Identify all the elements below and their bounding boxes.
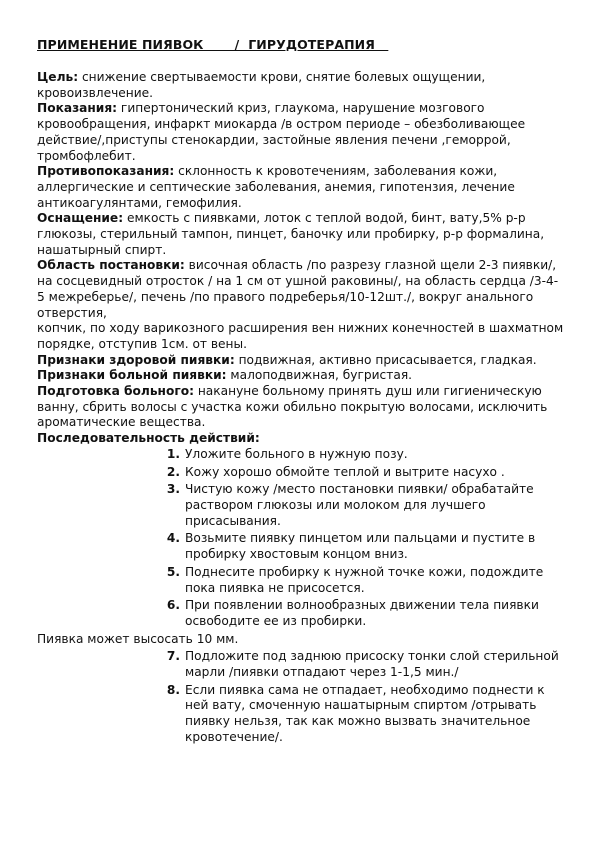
- step-text: Возьмите пиявку пинцетом или пальцами и пустите в пробирку хвостовым концом вниз.: [185, 531, 536, 562]
- section-label: Противопоказания:: [37, 164, 175, 179]
- section-text: склонность к кровотечениям, заболевания кожи, аллергические и септические заболевания, анемия, гипотензия, лечение антикоагулянтами, гемофилия.: [37, 164, 515, 210]
- section-paragraph: [37, 353, 565, 369]
- section-paragraph: [37, 211, 565, 258]
- step-text: Чистую кожу /место постановки пиявки/ обрабатайте раствором глюкозы или молоком для лучшего присасывания.: [185, 482, 534, 528]
- step-item: [37, 565, 565, 596]
- step-number: 6.: [166, 598, 180, 613]
- section-paragraph: [37, 164, 565, 211]
- steps-heading: Последовательность действий:: [37, 431, 260, 446]
- step-number: 3.: [166, 482, 180, 497]
- section-paragraph: [37, 384, 565, 431]
- section-text: накануне больному принять душ или гигиеническую ванну, сбрить волосы с участка кожи обильно покрытую волосами, исключить ароматические вещества.: [37, 384, 548, 430]
- section-paragraph: [37, 368, 565, 384]
- section-label: Показания:: [37, 101, 118, 116]
- step-item: [37, 598, 565, 629]
- step-number: 5.: [166, 564, 180, 579]
- sections-container: [37, 70, 565, 431]
- step-number: 8.: [166, 682, 180, 697]
- step-text: Уложите больного в нужную позу.: [185, 446, 408, 461]
- step-number: 2.: [166, 464, 180, 479]
- step-text: Поднесите пробирку к нужной точке кожи, подождите пока пиявка не присосется.: [185, 564, 544, 595]
- step-item: [37, 482, 565, 529]
- step-text: Подложите под заднюю присоску тонки слой стерильной марли /пиявки отпадают через 1-1,5 мин./: [185, 649, 559, 680]
- section-text: гипертонический криз, глаукома, нарушение мозгового кровообращения, инфаркт миокарда /в остром периоде – обезболивающее действие/,приступы стенокардии, застойные явления печени ,геморрой, тромбофлебит.: [37, 101, 526, 163]
- step-item: [37, 447, 565, 463]
- step-item: [37, 465, 565, 481]
- step-text: Если пиявка сама не отпадает, необходимо поднести к ней вату, смоченную нашатырным спиртом /отрывать пиявку нельзя, так как можно вызвать значительное кровотечение/.: [185, 682, 545, 744]
- section-label: Цель:: [37, 70, 79, 84]
- section-text: височная область /по разрезу глазной щели 2-3 пиявки/, на сосцевидный отросток / на 1 см от ушной раковины/, на область сердца /3-4-5 межреберье/, печень /по правого подреберья/10-12шт./, вокруг анального отверстия, копчик, по ходу варикозного расширения вен нижних конечностей в шахматном порядке, отступив 1см. от вены.: [37, 258, 564, 351]
- step-item: [37, 683, 565, 746]
- section-label: Область постановки:: [37, 258, 185, 273]
- document-body: [37, 70, 565, 748]
- step-text: Кожу хорошо обмойте теплой и вытрите насухо .: [185, 464, 505, 479]
- section-label: Признаки здоровой пиявки:: [37, 352, 235, 367]
- section-label: Оснащение:: [37, 211, 124, 226]
- document-title: ПРИМЕНЕНИЕ ПИЯВОК / ГИРУДОТЕРАПИЯ: [37, 37, 389, 52]
- section-paragraph: [37, 70, 565, 101]
- section-text: подвижная, активно присасывается, гладкая.: [234, 352, 537, 367]
- step-item: [37, 649, 565, 680]
- section-label: Признаки больной пиявки:: [37, 368, 227, 383]
- steps-list: [37, 447, 565, 630]
- section-text: снижение свертываемости крови, снятие болевых ощущении, кровоизвлечение.: [37, 70, 486, 100]
- section-label: Подготовка больного:: [37, 384, 194, 399]
- steps-list-continued: [37, 649, 565, 745]
- section-paragraph: [37, 101, 565, 164]
- middle-note: Пиявка может высосать 10 мм.: [37, 631, 239, 646]
- step-number: 4.: [166, 531, 180, 546]
- step-number: 1.: [166, 446, 180, 461]
- section-text: емкость с пиявками, лоток с теплой водой, бинт, вату,5% р-р глюкозы, стерильный тампон, пинцет, баночку или пробирку, р-р формалина, нашатырный спирт.: [37, 211, 545, 257]
- step-item: [37, 531, 565, 562]
- step-text: При появлении волнообразных движении тела пиявки освободите ее из пробирки.: [185, 598, 539, 628]
- step-number: 7.: [166, 649, 180, 664]
- section-text: малоподвижная, бугристая.: [226, 368, 413, 383]
- section-paragraph: [37, 258, 565, 352]
